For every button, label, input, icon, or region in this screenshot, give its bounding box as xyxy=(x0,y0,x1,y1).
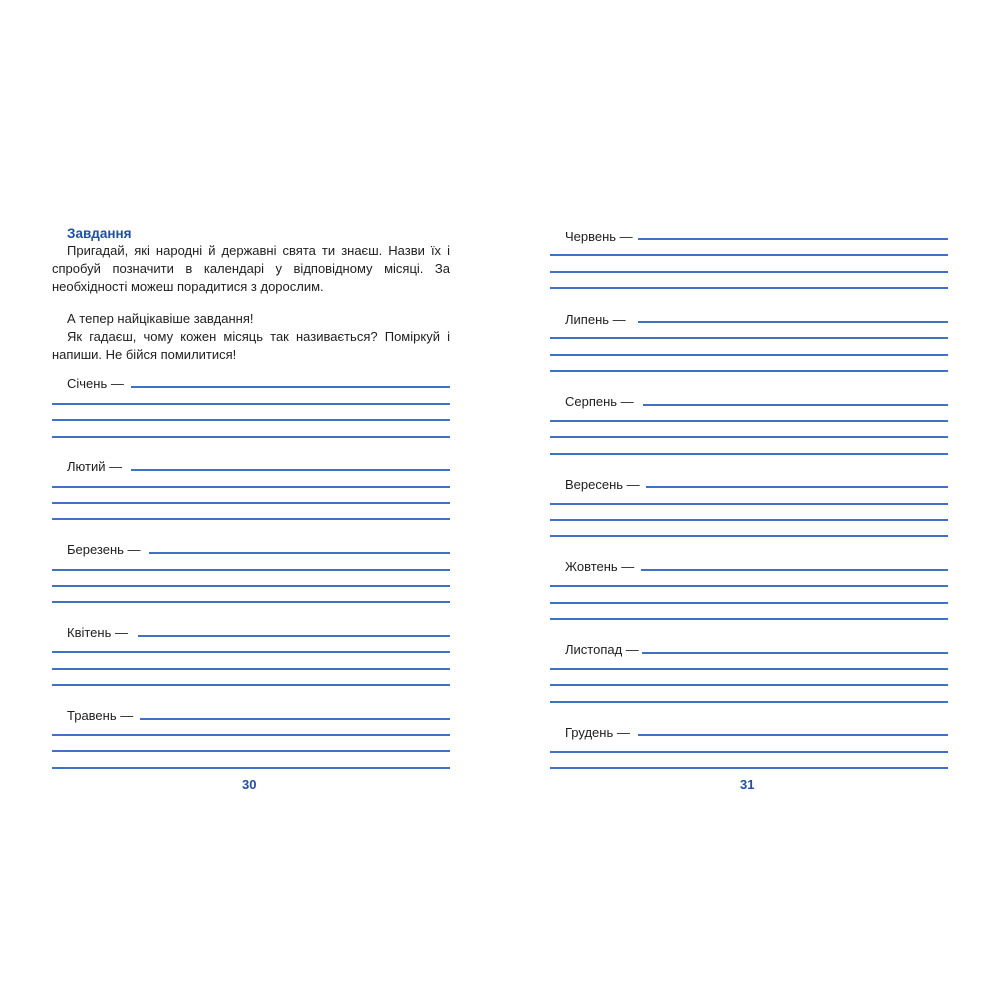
writing-line[interactable] xyxy=(52,668,450,670)
writing-line[interactable] xyxy=(550,354,948,356)
writing-line[interactable] xyxy=(641,569,948,571)
task-title: Завдання xyxy=(67,226,132,241)
writing-line[interactable] xyxy=(131,469,450,471)
writing-line[interactable] xyxy=(52,767,450,769)
writing-line[interactable] xyxy=(550,271,948,273)
writing-line[interactable] xyxy=(52,601,450,603)
writing-line[interactable] xyxy=(52,750,450,752)
writing-line[interactable] xyxy=(550,535,948,537)
writing-line[interactable] xyxy=(550,618,948,620)
writing-line[interactable] xyxy=(550,287,948,289)
writing-line[interactable] xyxy=(550,701,948,703)
writing-line[interactable] xyxy=(642,652,948,654)
writing-line[interactable] xyxy=(52,419,450,421)
writing-line[interactable] xyxy=(52,585,450,587)
writing-line[interactable] xyxy=(550,751,948,753)
month-label-february: Лютий — xyxy=(67,459,123,474)
writing-line[interactable] xyxy=(638,734,948,736)
task-paragraph: Пригадай, які народні й державні свята ти знаєш. Назви їх і спробуй позначити в календарі у відповідному місяці. За необхідності можеш порадитися з дорослим. xyxy=(52,243,450,294)
writing-line[interactable] xyxy=(550,503,948,505)
month-label-november: Листопад — xyxy=(565,642,639,657)
month-label-may: Травень — xyxy=(67,708,134,723)
writing-line[interactable] xyxy=(149,552,450,554)
writing-line[interactable] xyxy=(550,585,948,587)
writing-line[interactable] xyxy=(52,651,450,653)
page-number: 31 xyxy=(740,777,755,792)
writing-line[interactable] xyxy=(550,420,948,422)
writing-line[interactable] xyxy=(52,569,450,571)
writing-line[interactable] xyxy=(131,386,450,388)
writing-line[interactable] xyxy=(52,486,450,488)
month-label-october: Жовтень — xyxy=(565,559,635,574)
writing-line[interactable] xyxy=(550,453,948,455)
month-label-august: Серпень — xyxy=(565,394,634,409)
month-label-december: Грудень — xyxy=(565,725,630,740)
month-label-september: Вересень — xyxy=(565,477,640,492)
month-label-march: Березень — xyxy=(67,542,141,557)
writing-line[interactable] xyxy=(550,436,948,438)
right-page xyxy=(500,0,1000,1000)
month-label-june: Червень — xyxy=(565,229,633,244)
month-label-april: Квітень — xyxy=(67,625,128,640)
writing-line[interactable] xyxy=(550,767,948,769)
writing-line[interactable] xyxy=(550,337,948,339)
month-label-july: Липень — xyxy=(565,312,626,327)
writing-line[interactable] xyxy=(643,404,948,406)
writing-line[interactable] xyxy=(550,370,948,372)
writing-line[interactable] xyxy=(550,254,948,256)
writing-line[interactable] xyxy=(52,684,450,686)
writing-line[interactable] xyxy=(52,518,450,520)
writing-line[interactable] xyxy=(550,684,948,686)
writing-line[interactable] xyxy=(646,486,948,488)
month-label-january: Січень — xyxy=(67,376,124,391)
writing-line[interactable] xyxy=(138,635,450,637)
writing-line[interactable] xyxy=(638,238,948,240)
writing-line[interactable] xyxy=(52,403,450,405)
writing-line[interactable] xyxy=(550,668,948,670)
writing-line[interactable] xyxy=(52,502,450,504)
writing-line[interactable] xyxy=(140,718,450,720)
intro-line-2: Як гадаєш, чому кожен місяць так називається? Поміркуй і напиши. Не бійся помилитися! xyxy=(52,329,450,362)
intro-line-1: А тепер найцікавіше завдання! xyxy=(67,311,254,326)
page-number: 30 xyxy=(242,777,257,792)
writing-line[interactable] xyxy=(550,519,948,521)
writing-line[interactable] xyxy=(550,602,948,604)
writing-line[interactable] xyxy=(638,321,948,323)
writing-line[interactable] xyxy=(52,734,450,736)
writing-line[interactable] xyxy=(52,436,450,438)
